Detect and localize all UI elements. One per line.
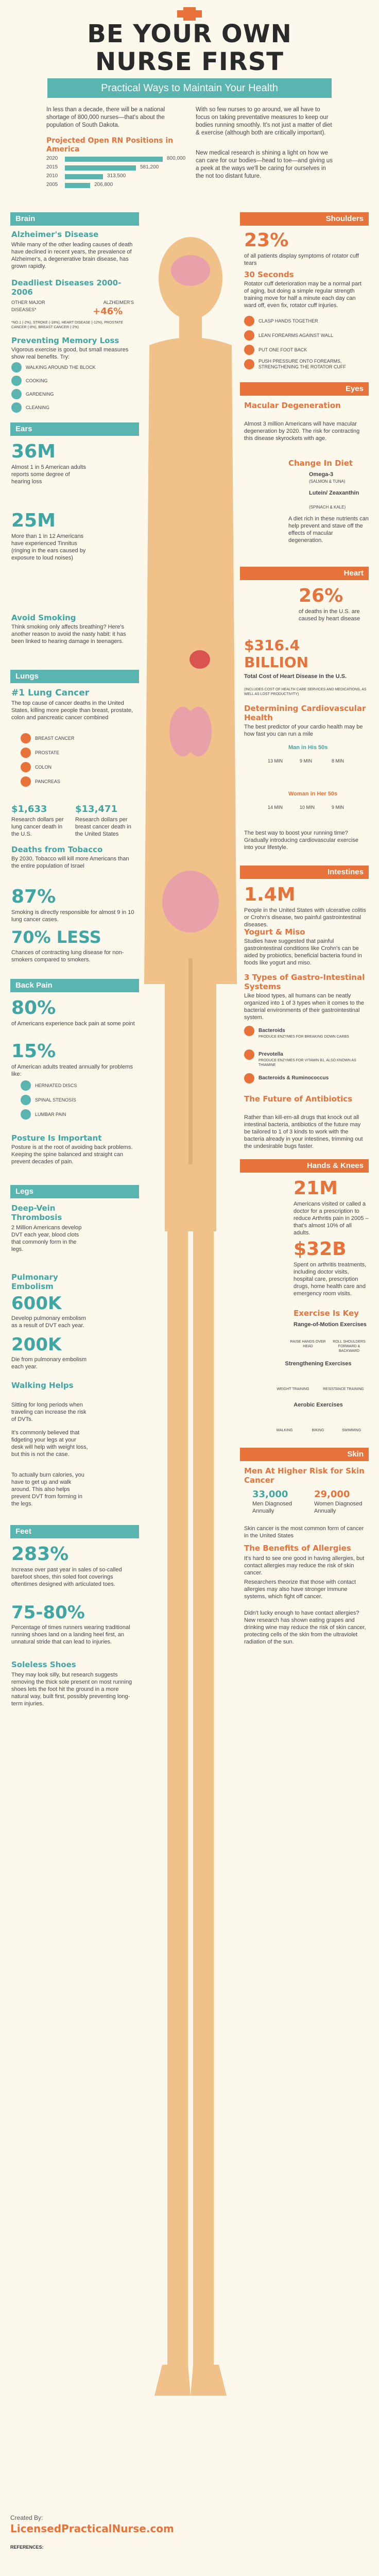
eyes-n1: Omega-3 xyxy=(309,471,334,478)
feet-text1: Increase over past year in sales of so-called barefoot shoes, thin soled foot coverings oftentimes designed with articulated toes. xyxy=(11,1567,122,1587)
subtitle-banner: Practical Ways to Maintain Your Health xyxy=(47,78,332,98)
shoulders-big: 23% xyxy=(244,230,289,251)
ears-big2: 25M xyxy=(11,510,56,531)
lungs-cancer-title: #1 Lung Cancer xyxy=(11,688,90,698)
skin-text2: Skin cancer is the most common form of cancer in the United States xyxy=(244,1526,364,1539)
ears-smoking-text: Think smoking only affects breathing? Here's another reason to avoid the nasty habit: it has been linked to hearing damage in teenagers. xyxy=(11,624,126,645)
legs-walk-text-b: It's commonly believed that fidgeting your legs at your desk will help with weight loss, but this is not the case. xyxy=(11,1430,88,1458)
title-line1: BE YOUR OWN xyxy=(87,20,292,48)
section-hands: Hands & Knees xyxy=(240,1159,369,1173)
lungs-v1: $1,633 xyxy=(11,804,47,815)
legs-walk-title: Walking Helps xyxy=(11,1381,74,1390)
heart-foot: (INCLUDES COST OF HEALTH CARE SERVICES AND MEDICATIONS, AS WELL AS LOST PRODUCTIVITY) xyxy=(244,688,367,696)
heart-women-label: Woman in Her 50s xyxy=(288,791,338,797)
back-text2: of American adults treated annually for problems like: xyxy=(11,1064,133,1077)
chart-bar xyxy=(65,157,163,162)
hands-aer-item: BIKING xyxy=(312,1429,324,1432)
list-item: LUMBAR PAIN xyxy=(21,1109,134,1120)
section-ears: Ears xyxy=(10,422,139,436)
back-big2: 15% xyxy=(11,1041,56,1062)
lungs-big4: 70% LESS xyxy=(11,927,101,947)
hands-aer-item: SWIMMING xyxy=(341,1429,361,1432)
legs-dvt-title: Deep-Vein Thrombosis xyxy=(11,1204,62,1222)
section-heart: Heart xyxy=(240,567,369,580)
brain-alz-value: +46% xyxy=(93,306,123,317)
chart-bar-row xyxy=(46,164,191,172)
list-item: COLON xyxy=(21,761,134,773)
chart-value-label: 206,800 xyxy=(94,182,113,188)
section-brain: Brain xyxy=(10,212,139,226)
hands-str-item: RESISTANCE TRAINING xyxy=(323,1387,364,1391)
chart-category-label: 2020 xyxy=(46,156,58,161)
chart-bar xyxy=(65,183,90,188)
legs-big2: 600K xyxy=(11,1293,62,1314)
section-legs: Legs xyxy=(10,1185,139,1198)
list-item: PANCREAS xyxy=(21,776,134,787)
back-text1: of Americans experience back pain at some point xyxy=(11,1021,135,1027)
intestines-future-title: The Future of Antibiotics xyxy=(244,1094,353,1104)
heart-cardio-title: Determining Cardiovascular Health xyxy=(244,704,366,722)
ears-text1: Almost 1 in 5 American adults reports some degree of hearing loss xyxy=(11,464,86,485)
section-lungs: Lungs xyxy=(10,670,139,683)
list-item: COOKING xyxy=(11,375,135,386)
intestines-types-text: Like blood types, all humans can be neatly organized into 1 of 3 types when it comes to the bacterial environments of their gastrointestinal system. xyxy=(244,993,364,1021)
skin-v2-text: Women Diagnosed Annually xyxy=(314,1501,363,1514)
lungs-cancer-text: The top cause of cancer deaths in the United States, killing more people than breast, prostate, colon and pancreatic cancer combined xyxy=(11,700,133,721)
chart-bar-row xyxy=(46,182,191,189)
intestines-type-note: PRODUCE ENZYMES FOR VITAMIN B1, ALSO KNOWN AS THIAMINE xyxy=(259,1059,356,1067)
brain-alz-text: While many of the other leading causes of death have declined in recent years, the prevalence of Alzheimer's, a degenerative brain disease, has grown rapidly. xyxy=(11,242,133,269)
skin-v2: 29,000 xyxy=(314,1489,350,1500)
heart-women-row: 9 MIN xyxy=(332,805,344,810)
chart-bar-row xyxy=(46,173,191,180)
shoulders-text1: of all patients display symptoms of rotator cuff tears xyxy=(244,253,359,266)
list-item: Bacteroids xyxy=(244,1025,368,1037)
list-item: HERNIATED DISCS xyxy=(21,1080,134,1091)
feet-text2: Percentage of times runners wearing traditional running shoes land on a landing heel first, an unnatural stride that can lead to injuries. xyxy=(11,1624,130,1645)
legs-big3: 200K xyxy=(11,1334,62,1355)
hands-big2: $32B xyxy=(294,1239,347,1260)
chart-bar xyxy=(65,174,103,179)
list-item: PROSTATE xyxy=(21,747,134,758)
created-by-label: Created By: xyxy=(10,2514,43,2521)
section-feet: Feet xyxy=(10,1525,139,1538)
hands-text1: Americans visited or called a doctor for a prescription to reduce Arthritis pain in 2005 – that's almost 10% of all adults. xyxy=(294,1201,369,1236)
hands-str-item: WEIGHT TRAINING xyxy=(277,1387,309,1391)
ears-big1: 36M xyxy=(11,441,56,462)
eyes-mac-text: Almost 3 million Americans will have macular degeneration by 2020. The risk for contracting this disease skyrockets with age. xyxy=(244,421,360,442)
header xyxy=(0,0,379,77)
chart-value-label: 800,000 xyxy=(167,156,186,161)
eyes-diet-title: Change In Diet xyxy=(288,459,353,468)
list-item: PUT ONE FOOT BACK xyxy=(244,344,368,355)
intro-right-p2: New medical research is shining a light on how we can care for our bodies—head to toe—and giving us a peek at the ways we'll be caring for ourselves in the not too distant future. xyxy=(196,150,333,179)
lungs-text4: Chances of contracting lung disease for non-smokers compared to smokers. xyxy=(11,950,124,963)
brain-footnote: *NO.1 (-2%), STROKE (-18%), HEART DISEASE (-12%), PROSTATE CANCER (-8%), BREAST CANCER (-2%) xyxy=(11,321,123,329)
skin-men-title: Men At Higher Risk for Skin Cancer xyxy=(244,1466,365,1485)
hands-str-title: Strengthening Exercises xyxy=(285,1361,352,1367)
intro-right-p1: With so few nurses to go around, we all have to focus on taking preventative measures to keep our bodies running smoothly. It's not just a matter of diet & exercise (although both are critically important). xyxy=(196,107,332,136)
intro-left: In less than a decade, there will be a national shortage of 800,000 nurses—that's about the population of South Dakota. xyxy=(46,107,165,128)
list-item: Bacteroids & Ruminococcus xyxy=(244,1073,368,1084)
eyes-n1-sub: (SALMON & TUNA) xyxy=(309,479,346,484)
lungs-v1-text: Research dollars per lung cancer death in the U.S. xyxy=(11,817,64,837)
heart-men-row: 9 MIN xyxy=(300,758,313,764)
list-item: CLEANING xyxy=(11,402,135,413)
hands-rom-item: RAISE HANDS OVER HEAD xyxy=(290,1340,326,1348)
brain-deadliest-title: Deadliest Diseases 2000-2006 xyxy=(11,278,122,297)
heart-men-label: Man in His 50s xyxy=(288,744,328,751)
legs-pe-title: Pulmonary Embolism xyxy=(11,1273,58,1291)
ears-smoking-title: Avoid Smoking xyxy=(11,613,76,622)
intestines-big1: 1.4M xyxy=(244,884,296,905)
hands-rom-title: Range-of-Motion Exercises xyxy=(294,1321,367,1328)
back-big1: 80% xyxy=(11,997,56,1019)
ears-text2: More than 1 in 12 Americans have experienced Tinnitus (ringing in the ears caused by exposure to loud noises) xyxy=(11,533,86,561)
heart-text1: of deaths in the U.S. are caused by heart disease xyxy=(299,608,360,622)
brain-alz-title: Alzheimer's Disease xyxy=(11,230,99,239)
feet-big1: 283% xyxy=(11,1544,69,1565)
intestines-type-note: PRODUCE ENZYMES FOR BREAKING DOWN CARBS xyxy=(259,1035,349,1039)
chart-bar xyxy=(65,165,136,171)
eyes-mac-title: Macular Degeneration xyxy=(244,401,341,410)
back-posture-title: Posture Is Important xyxy=(11,1133,102,1143)
intestines-yogurt-title: Yogurt & Miso xyxy=(244,927,305,937)
lung-right-icon xyxy=(185,707,212,756)
heart-icon xyxy=(190,650,210,669)
chart-value-label: 581,200 xyxy=(140,164,159,170)
chart-value-label: 313,500 xyxy=(107,173,126,179)
legs-text3: Die from pulmonary embolism each year. xyxy=(11,1357,87,1370)
heart-men-row: 8 MIN xyxy=(332,758,344,764)
brain-memory-text: Vigorous exercise is good, but small measures show real benefits. Try: xyxy=(11,347,129,360)
legs-dvt-text: 2 Million Americans develop DVT each year, blood clots that commonly form in the legs. xyxy=(11,1225,82,1252)
skin-allergy-text-a: It's hard to see one good in having allergies, but contact allergies may reduce the risk of skin cancer. xyxy=(244,1555,365,1576)
section-shoulders: Shoulders xyxy=(240,212,369,226)
heart-text2: Total Cost of Heart Disease in the U.S. xyxy=(244,673,347,680)
feet-big2: 75-80% xyxy=(11,1602,85,1623)
heart-cardio-text: The best predictor of your cardio health may be how fast you can run a mile xyxy=(244,724,363,737)
lungs-text3: Smoking is directly responsible for almost 9 in 10 lung cancer cases. xyxy=(11,909,134,923)
creator-link[interactable]: LicensedPracticalNurse.com xyxy=(10,2522,174,2535)
section-skin: Skin xyxy=(240,1448,369,1461)
body-silhouette xyxy=(139,211,242,2540)
shoulders-30sec-text: Rotator cuff deterioration may be a normal part of aging, but doing a simple regular strength training move for half a minute each day can ward off, even fix, rotator cuff injuries. xyxy=(244,281,361,309)
intestines-icon xyxy=(162,871,219,933)
heart-women-row: 10 MIN xyxy=(300,805,315,810)
rn-bar-chart xyxy=(46,156,191,192)
feet-soleless-text: They may look silly, but research suggests removing the thick sole present on most running shoes lets the foot hit the ground in a more natural way, built first, possibly preventing long-term injuries. xyxy=(11,1672,132,1707)
lungs-v2: $13,471 xyxy=(75,804,117,815)
intestines-yogurt-text: Studies have suggested that painful gastrointestinal conditions like Crohn's can be aided by probiotics, beneficial bacteria found in foods like yogurt and miso. xyxy=(244,938,362,966)
skin-v1-text: Men Diagnosed Annually xyxy=(252,1501,292,1514)
section-back: Back Pain xyxy=(10,979,139,992)
spine-icon xyxy=(188,958,193,1164)
list-item: SPINAL STENOSIS xyxy=(21,1094,134,1106)
eyes-n2-sub: (SPINACH & KALE) xyxy=(309,505,346,510)
shoulders-30sec-title: 30 Seconds xyxy=(244,270,294,279)
skin-allergy-text-b: Researchers theorize that those with contact allergies may also have stronger immune systems, which fight off cancer. xyxy=(244,1579,356,1600)
lungs-tobacco-text: By 2030, Tobacco will kill more Americans than the entire population of Israel xyxy=(11,856,129,869)
legs-text2: Develop pulmonary embolism as a result of DVT each year. xyxy=(11,1315,86,1329)
hands-big1: 21M xyxy=(294,1178,338,1199)
nurse-cross-icon xyxy=(164,7,215,21)
list-item: CLASP HANDS TOGETHER xyxy=(244,315,368,327)
eyes-diet-text: A diet rich in these nutrients can help prevent and stave off the effects of macular degeneration. xyxy=(288,516,369,544)
lungs-v2-text: Research dollars per breast cancer death in the United States xyxy=(75,817,131,837)
skin-v1: 33,000 xyxy=(252,1489,288,1500)
hands-aer-item: WALKING xyxy=(276,1429,293,1432)
list-item: BREAST CANCER xyxy=(21,733,134,744)
intestines-types-title: 3 Types of Gastro-Intestinal Systems xyxy=(244,973,365,991)
list-item: Prevotella xyxy=(244,1049,368,1060)
list-item: LEAN FOREARMS AGAINST WALL xyxy=(244,330,368,341)
legs-walk-text-a: Sitting for long periods when traveling can increase the risk of DVTs. xyxy=(11,1402,87,1422)
hands-rom-item: ROLL SHOULDERS FORWARD & BACKWARD xyxy=(333,1340,366,1353)
heart-big2: $316.4 BILLION xyxy=(244,637,309,671)
brain-alz-label: ALZHEIMER'S xyxy=(103,300,134,305)
chart-bar-row xyxy=(46,156,191,163)
skin-allergy-text-c: Didn't lucky enough to have contact allergies? New research has shown eating grapes and drinking wine may reduce the risk of skin cancer, protecting cells of the skin from the ultraviolet radiation of the sun. xyxy=(244,1610,366,1645)
section-intestines: Intestines xyxy=(240,866,369,879)
title-line2: NURSE FIRST xyxy=(95,47,284,76)
chart-category-label: 2005 xyxy=(46,182,58,188)
chart-title: Projected Open RN Positions in America xyxy=(46,137,174,154)
skin-allergy-title: The Benefits of Allergies xyxy=(244,1544,351,1553)
lungs-big3: 87% xyxy=(11,886,56,907)
heart-men-row: 13 MIN xyxy=(268,758,283,764)
chart-category-label: 2015 xyxy=(46,164,58,170)
section-eyes: Eyes xyxy=(240,382,369,396)
hands-exercise-title: Exercise Is Key xyxy=(294,1309,359,1318)
chart-category-label: 2010 xyxy=(46,173,58,179)
intestines-text1: People in the United States with ulcerative colitis or Crohn's disease, two painful gastrointestinal diseases. xyxy=(244,907,366,928)
eyes-n2: Lutein/ Zeaxanthin xyxy=(309,490,359,496)
list-item: PUSH PRESSURE ONTO FOREARMS, STRENGTHENING THE ROTATOR CUFF xyxy=(244,359,368,374)
brain-other-label: OTHER MAJOR DISEASES* xyxy=(11,300,45,312)
hands-text2: Spent on arthritis treatments, including doctor visits, hospital care, prescription drugs, home health care and emergency room visits. xyxy=(294,1262,367,1297)
list-item: WALKING AROUND THE BLOCK xyxy=(11,362,135,373)
heart-big1: 26% xyxy=(299,585,343,606)
references-title: REFERENCES: xyxy=(10,2545,44,2550)
brain-memory-title: Preventing Memory Loss xyxy=(11,336,119,345)
intestines-future-text: Rather than kill-em-all drugs that knock out all intestinal bacteria, antibiotics of the future may be tailored to 1 of 3 kinds to work with the bacteria already in your intestines, trimming out the undesirable bugs faster. xyxy=(244,1114,363,1149)
heart-text4: The best way to boost your running time? Gradually introducing cardiovascular exercise into your lifestyle. xyxy=(244,830,358,851)
feet-soleless-title: Soleless Shoes xyxy=(11,1660,76,1669)
list-item: GARDENING xyxy=(11,388,135,400)
hands-aer-title: Aerobic Exercises xyxy=(294,1402,343,1408)
back-posture-text: Posture is at the root of avoiding back problems. Keeping the spine balanced and straight can prevent decades of pain. xyxy=(11,1144,133,1165)
heart-women-row: 14 MIN xyxy=(268,805,283,810)
lungs-tobacco-title: Deaths from Tobacco xyxy=(11,845,103,854)
legs-walk-text-c: To actually burn calories, you have to get up and walk around. This also helps prevent DVT from forming in the legs. xyxy=(11,1472,84,1507)
brain-icon xyxy=(171,255,210,286)
